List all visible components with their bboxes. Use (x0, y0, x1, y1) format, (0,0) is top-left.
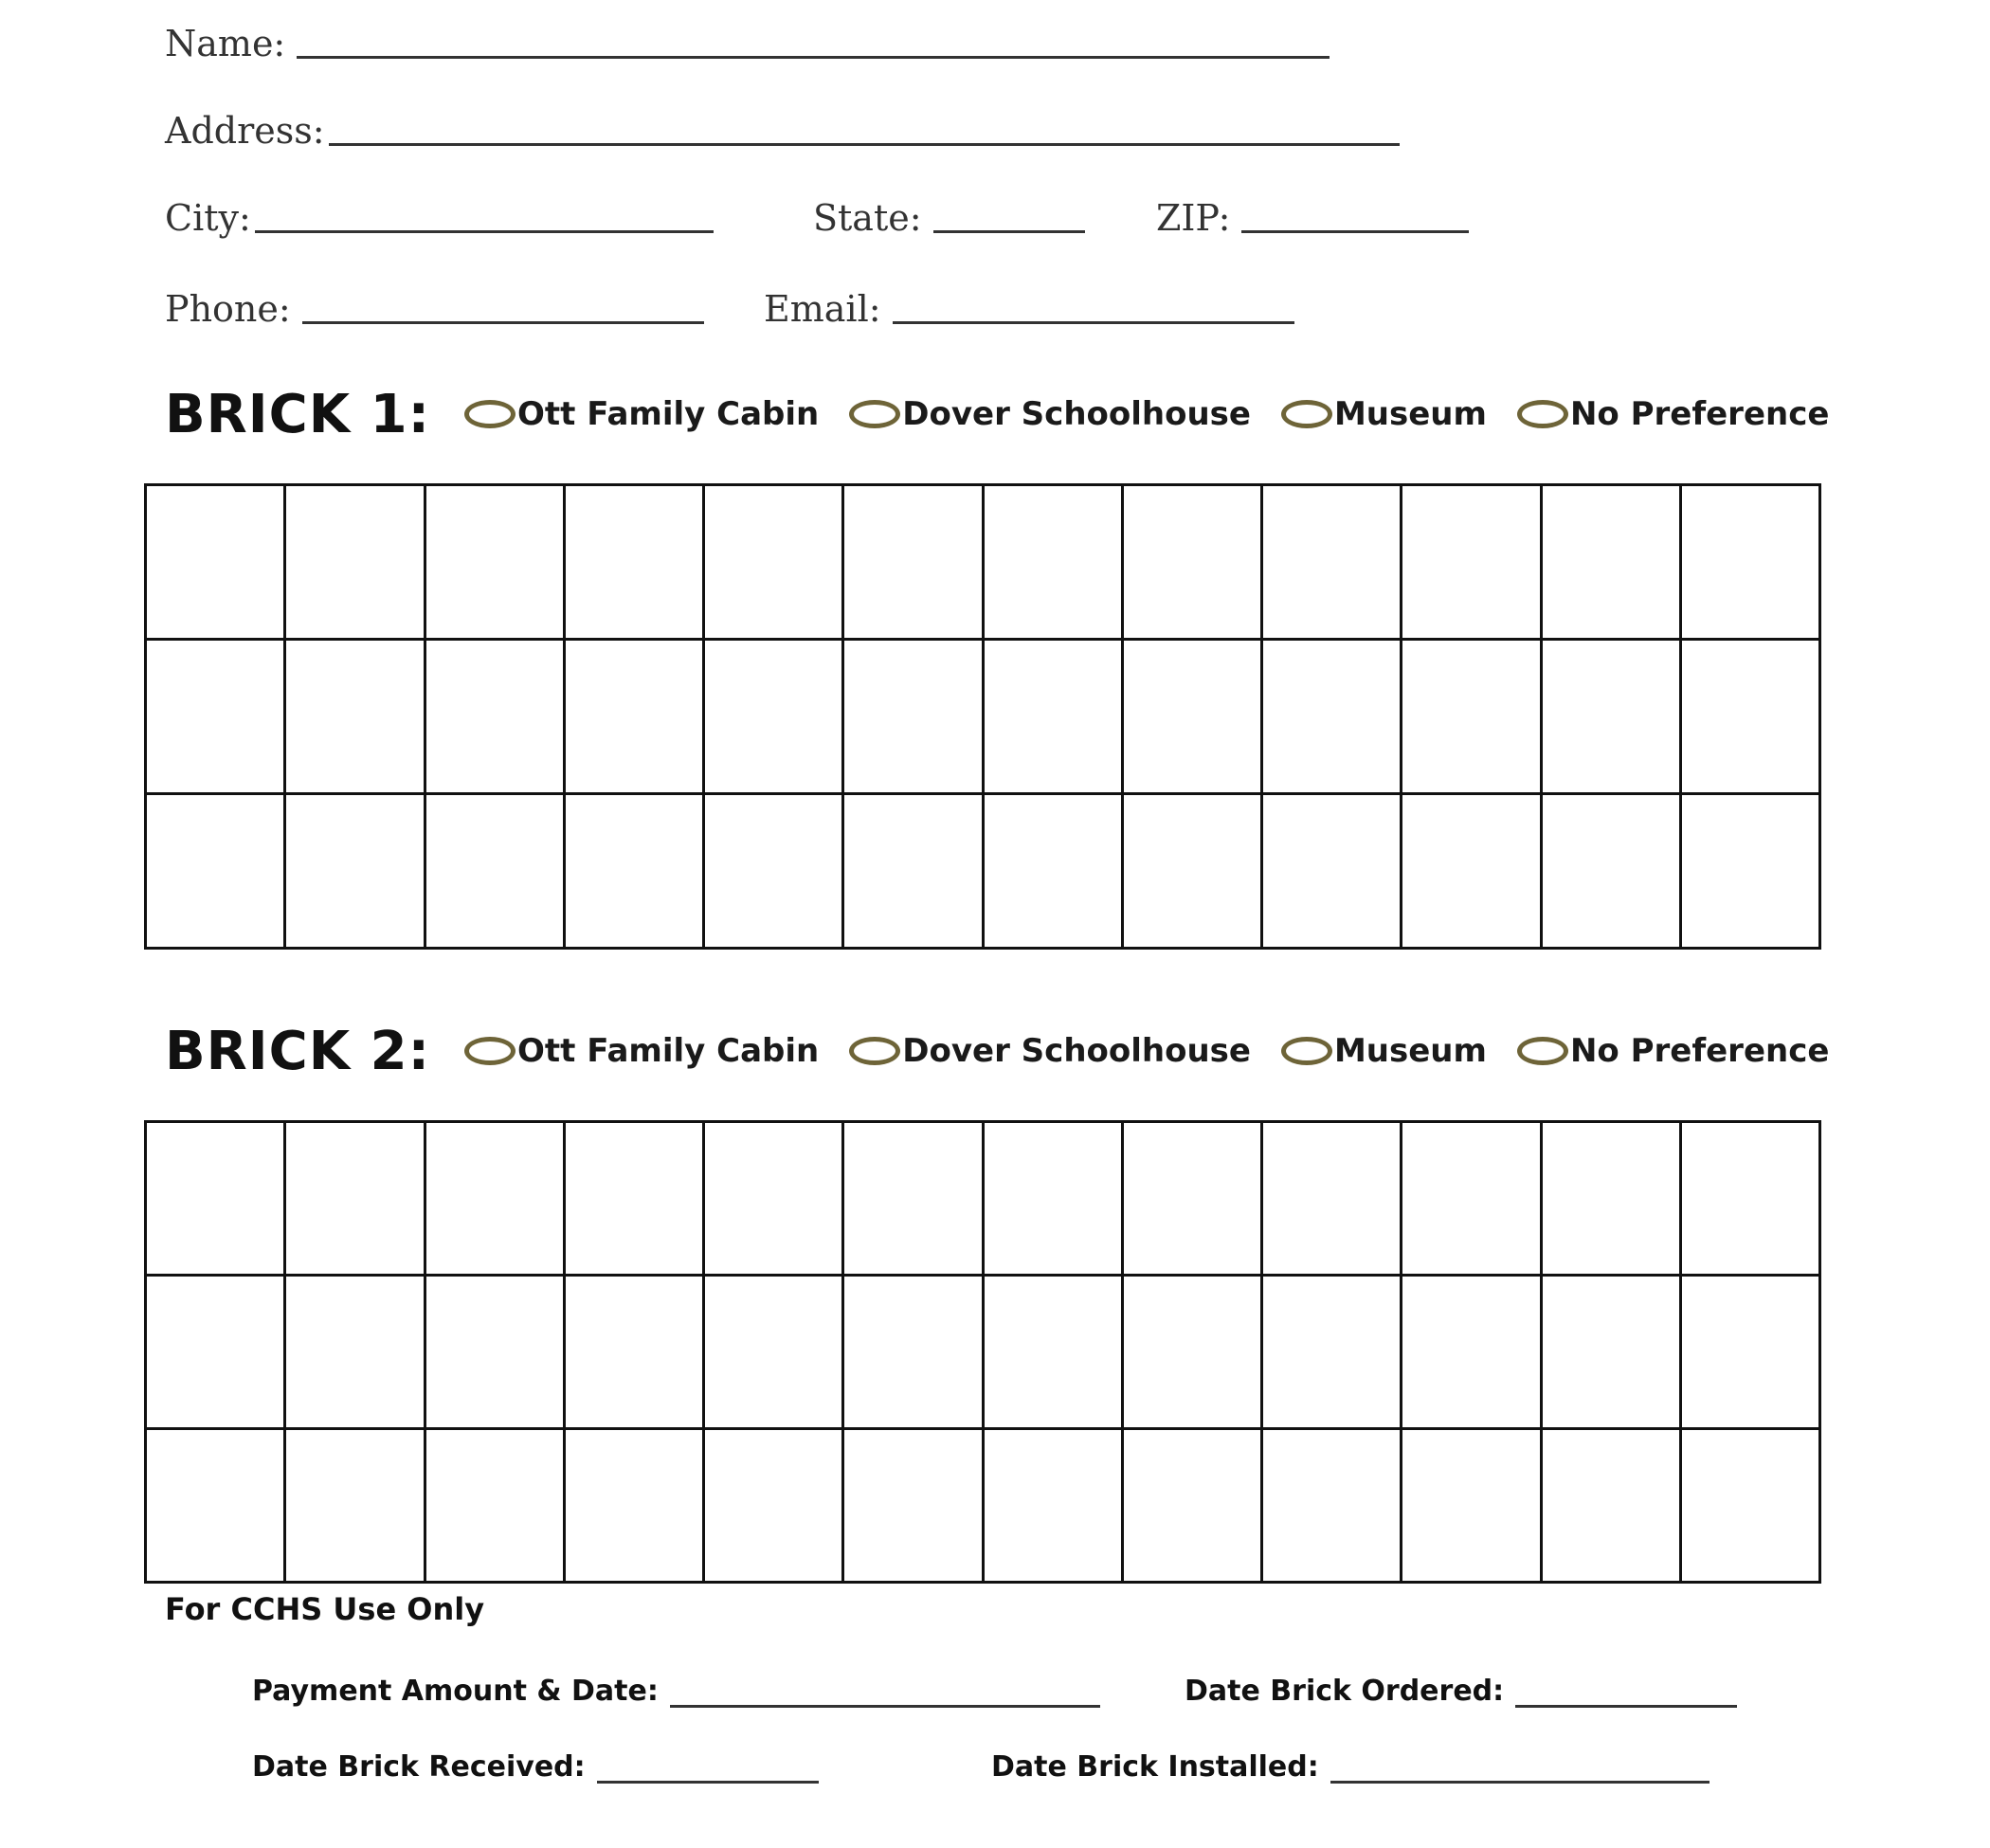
letter-box[interactable] (843, 1122, 983, 1276)
installed-row (991, 1751, 1710, 1784)
ordered-field[interactable] (1515, 1705, 1737, 1708)
letter-box[interactable] (285, 1276, 425, 1429)
letter-box[interactable] (1262, 1276, 1402, 1429)
letter-box[interactable] (843, 1429, 983, 1583)
phone-label: Phone: (165, 288, 291, 330)
letter-box[interactable] (564, 794, 703, 949)
email-row (764, 290, 1294, 328)
letter-box[interactable] (146, 1429, 285, 1583)
state-row (813, 199, 1085, 237)
brick1-letter-grid (144, 483, 1821, 950)
letter-box[interactable] (146, 794, 285, 949)
letter-box[interactable] (146, 640, 285, 794)
letter-box[interactable] (704, 640, 843, 794)
letter-box[interactable] (425, 640, 564, 794)
radio-icon[interactable] (1517, 1037, 1568, 1065)
letter-box[interactable] (425, 1276, 564, 1429)
letter-box[interactable] (564, 1276, 703, 1429)
letter-box[interactable] (1402, 794, 1541, 949)
letter-box[interactable] (1541, 794, 1680, 949)
state-label: State: (813, 197, 922, 239)
letter-box[interactable] (1541, 1429, 1680, 1583)
letter-box[interactable] (1122, 1122, 1261, 1276)
grid-row (146, 1122, 1820, 1276)
city-field[interactable] (255, 230, 714, 233)
letter-box[interactable] (1541, 485, 1680, 640)
letter-box[interactable] (425, 1429, 564, 1583)
received-field[interactable] (597, 1781, 819, 1784)
brick2-option-ott-family-cabin[interactable] (464, 1032, 819, 1070)
letter-box[interactable] (1680, 640, 1819, 794)
brick2-option-dover-schoolhouse[interactable] (849, 1032, 1251, 1070)
grid-row (146, 485, 1820, 640)
letter-box[interactable] (1122, 794, 1261, 949)
radio-icon[interactable] (1517, 400, 1568, 428)
address-row (165, 112, 1400, 150)
option-label: Ott Family Cabin (517, 395, 820, 433)
brick1-option-dover-schoolhouse[interactable] (849, 395, 1251, 433)
brick2-letter-grid (144, 1120, 1821, 1584)
letter-box[interactable] (1541, 640, 1680, 794)
radio-icon[interactable] (464, 1037, 516, 1065)
letter-box[interactable] (843, 794, 983, 949)
letter-box[interactable] (843, 1276, 983, 1429)
letter-box[interactable] (983, 1276, 1122, 1429)
email-field[interactable] (893, 321, 1294, 324)
letter-box[interactable] (704, 794, 843, 949)
option-label: Dover Schoolhouse (902, 395, 1251, 433)
letter-box[interactable] (564, 1122, 703, 1276)
brick1-option-museum[interactable] (1281, 395, 1487, 433)
brick1-title: BRICK 1: (165, 383, 430, 445)
letter-box[interactable] (1122, 485, 1261, 640)
letter-box[interactable] (564, 485, 703, 640)
zip-field[interactable] (1241, 230, 1469, 233)
grid-row (146, 794, 1820, 949)
letter-box[interactable] (1122, 1429, 1261, 1583)
letter-box[interactable] (1262, 640, 1402, 794)
letter-box[interactable] (1541, 1276, 1680, 1429)
letter-box[interactable] (1541, 1122, 1680, 1276)
letter-box[interactable] (1262, 1122, 1402, 1276)
payment-row (252, 1676, 1100, 1708)
letter-box[interactable] (1680, 485, 1819, 640)
letter-box[interactable] (704, 1122, 843, 1276)
letter-box[interactable] (1262, 794, 1402, 949)
state-field[interactable] (933, 230, 1085, 233)
zip-row (1156, 199, 1469, 237)
letter-box[interactable] (983, 485, 1122, 640)
brick1-option-no-preference[interactable] (1517, 395, 1830, 433)
ordered-label: Date Brick Ordered: (1185, 1675, 1505, 1708)
letter-box[interactable] (146, 485, 285, 640)
letter-box[interactable] (146, 1276, 285, 1429)
brick2-title: BRICK 2: (165, 1020, 430, 1082)
brick1-header (165, 381, 1859, 447)
admin-heading: For CCHS Use Only (165, 1591, 485, 1627)
letter-box[interactable] (425, 485, 564, 640)
letter-box[interactable] (704, 485, 843, 640)
brick1-option-ott-family-cabin[interactable] (464, 395, 819, 433)
letter-box[interactable] (1122, 640, 1261, 794)
city-label: City: (165, 197, 251, 239)
letter-box[interactable] (285, 794, 425, 949)
option-label: Museum (1333, 1032, 1487, 1070)
brick2-header (165, 1018, 1859, 1084)
letter-box[interactable] (285, 1122, 425, 1276)
installed-label: Date Brick Installed: (991, 1750, 1319, 1784)
phone-field[interactable] (302, 321, 704, 324)
address-field[interactable] (329, 143, 1400, 146)
option-label: No Preference (1569, 395, 1830, 433)
option-label: No Preference (1569, 1032, 1830, 1070)
phone-row (165, 290, 704, 328)
radio-icon[interactable] (849, 400, 900, 428)
letter-box[interactable] (285, 640, 425, 794)
option-label: Dover Schoolhouse (902, 1032, 1251, 1070)
radio-icon[interactable] (849, 1037, 900, 1065)
letter-box[interactable] (1680, 1429, 1819, 1583)
address-label: Address: (165, 110, 325, 152)
letter-box[interactable] (1402, 1276, 1541, 1429)
letter-box[interactable] (1262, 485, 1402, 640)
letter-box[interactable] (425, 1122, 564, 1276)
letter-box[interactable] (843, 640, 983, 794)
option-label: Museum (1333, 395, 1487, 433)
payment-label: Payment Amount & Date: (252, 1675, 659, 1708)
grid-row (146, 640, 1820, 794)
letter-box[interactable] (564, 1429, 703, 1583)
installed-field[interactable] (1330, 1781, 1710, 1784)
radio-icon[interactable] (1281, 400, 1332, 428)
letter-box[interactable] (1262, 1429, 1402, 1583)
brick2-option-no-preference[interactable] (1517, 1032, 1830, 1070)
letter-box[interactable] (285, 485, 425, 640)
name-field[interactable] (297, 56, 1330, 59)
letter-box[interactable] (564, 640, 703, 794)
option-label: Ott Family Cabin (517, 1032, 820, 1070)
ordered-row (1185, 1676, 1737, 1708)
letter-box[interactable] (1680, 1122, 1819, 1276)
letter-box[interactable] (704, 1429, 843, 1583)
letter-box[interactable] (425, 794, 564, 949)
letter-box[interactable] (285, 1429, 425, 1583)
grid-row (146, 1429, 1820, 1583)
letter-box[interactable] (983, 640, 1122, 794)
payment-field[interactable] (670, 1705, 1100, 1708)
letter-box[interactable] (983, 794, 1122, 949)
letter-box[interactable] (1402, 1122, 1541, 1276)
letter-box[interactable] (146, 1122, 285, 1276)
city-row (165, 199, 714, 237)
zip-label: ZIP: (1156, 197, 1231, 239)
letter-box[interactable] (983, 1429, 1122, 1583)
letter-box[interactable] (1402, 485, 1541, 640)
letter-box[interactable] (1402, 640, 1541, 794)
received-row (252, 1751, 819, 1784)
letter-box[interactable] (1402, 1429, 1541, 1583)
grid-row (146, 1276, 1820, 1429)
email-label: Email: (764, 288, 881, 330)
radio-icon[interactable] (1281, 1037, 1332, 1065)
letter-box[interactable] (843, 485, 983, 640)
letter-box[interactable] (704, 1276, 843, 1429)
received-label: Date Brick Received: (252, 1750, 586, 1784)
brick2-option-museum[interactable] (1281, 1032, 1487, 1070)
letter-box[interactable] (1680, 1276, 1819, 1429)
radio-icon[interactable] (464, 400, 516, 428)
letter-box[interactable] (1680, 794, 1819, 949)
letter-box[interactable] (983, 1122, 1122, 1276)
letter-box[interactable] (1122, 1276, 1261, 1429)
name-row (165, 25, 1330, 63)
name-label: Name: (165, 23, 286, 64)
